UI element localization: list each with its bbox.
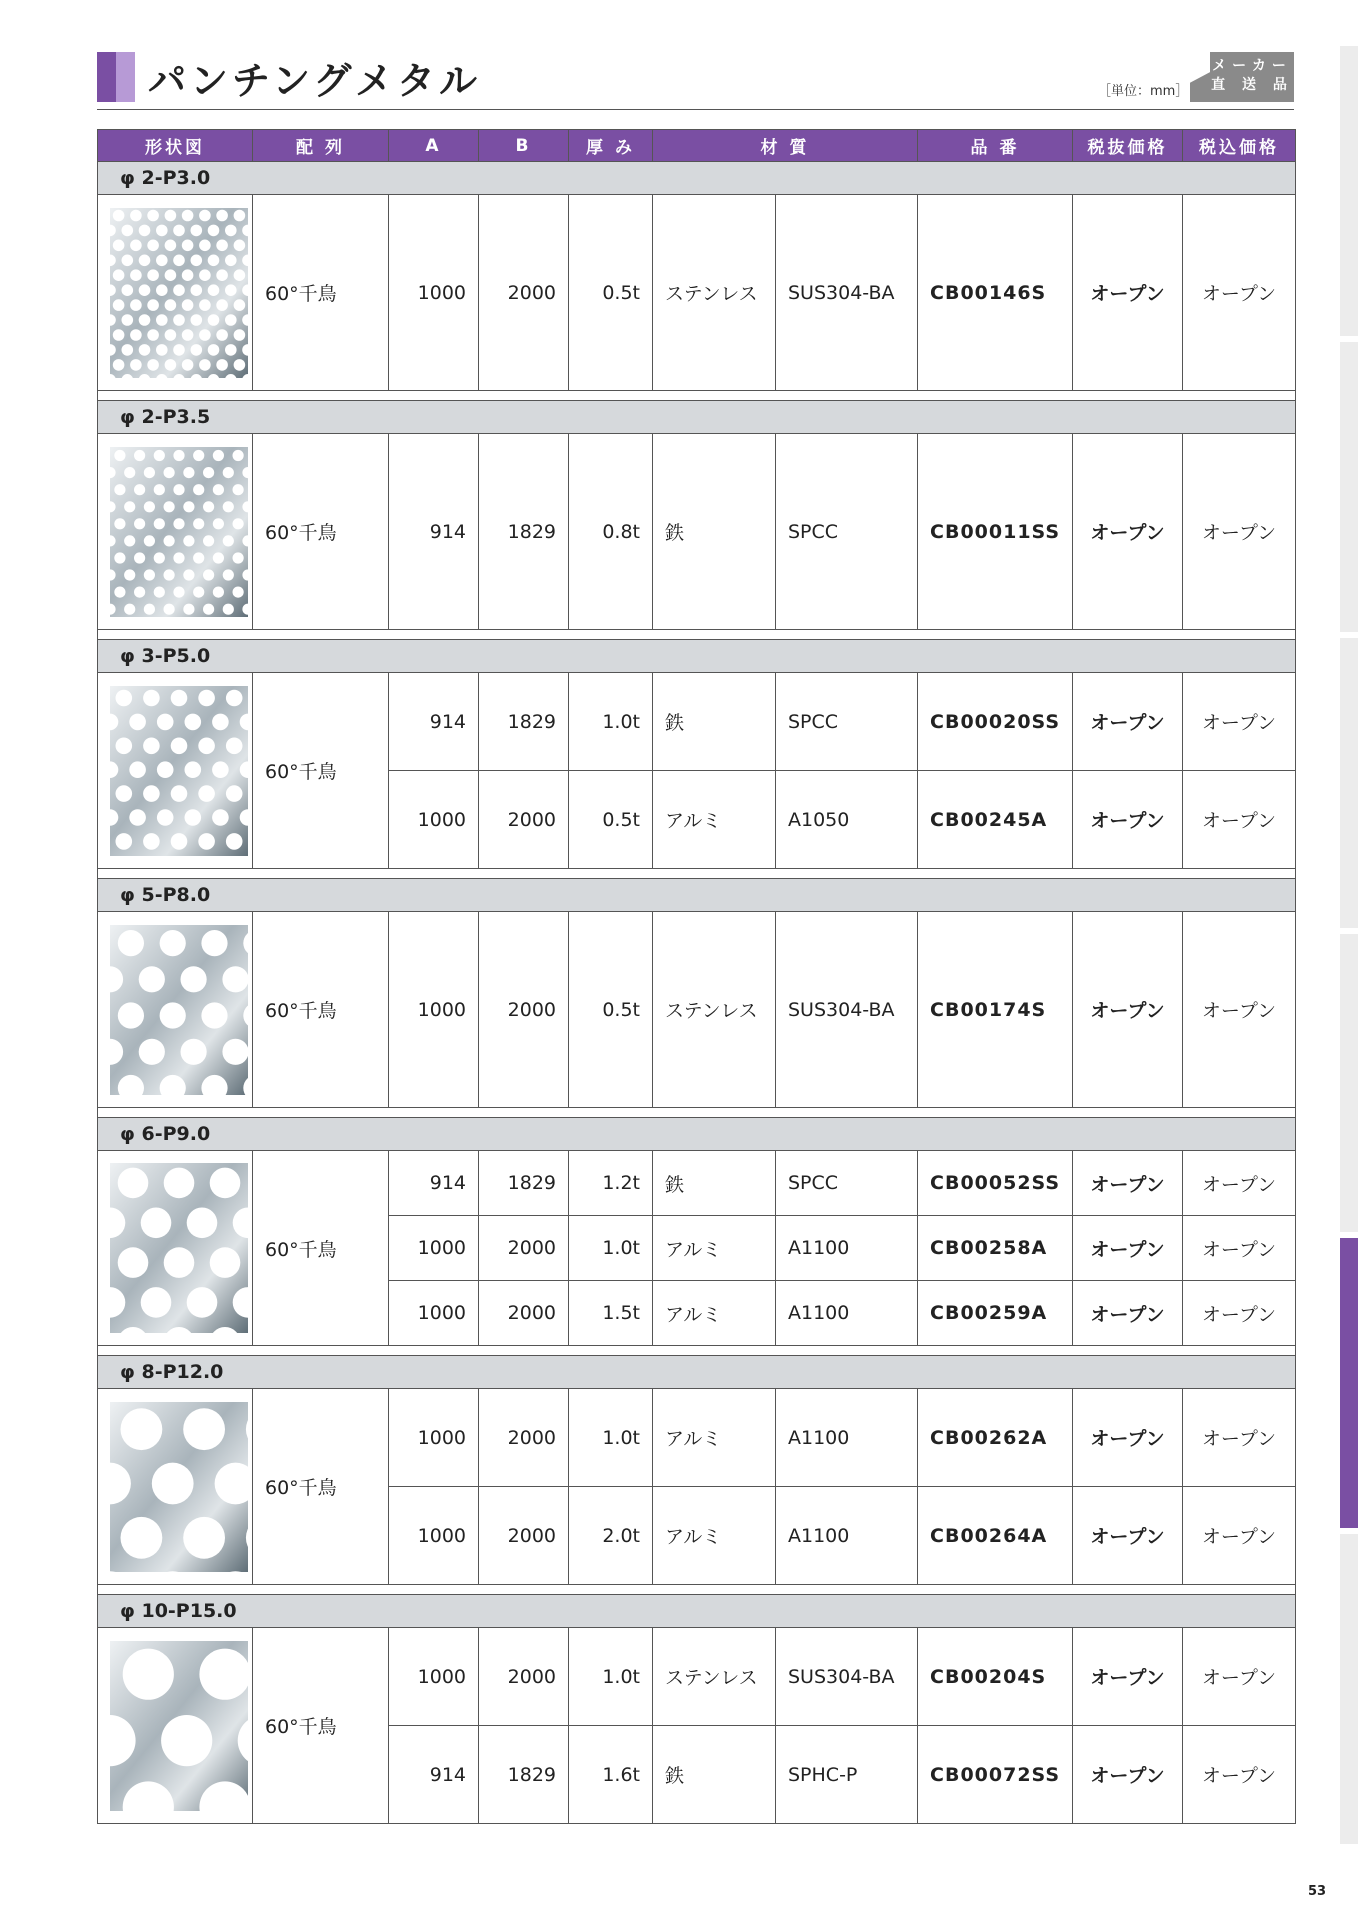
side-index-tab: [1340, 342, 1358, 632]
price-ex-tax-cell: オープン: [1073, 1216, 1183, 1281]
price-in-tax-cell: オープン: [1183, 912, 1296, 1108]
price-in-tax-cell: オープン: [1183, 1216, 1296, 1281]
dim-a-cell: 1000: [389, 1216, 479, 1281]
material-cell: 鉄: [653, 673, 776, 771]
col-header: 厚 み: [569, 130, 653, 162]
grade-cell: A1100: [776, 1216, 918, 1281]
product-code-cell: CB00011SS: [918, 434, 1073, 630]
price-in-tax-cell: オープン: [1183, 1151, 1296, 1216]
group-spacer: [98, 1346, 1296, 1356]
thickness-cell: 1.2t: [569, 1151, 653, 1216]
price-ex-tax-cell: オープン: [1073, 771, 1183, 869]
grade-cell: A1100: [776, 1487, 918, 1585]
array-cell: 60°千鳥: [253, 1628, 389, 1824]
thickness-cell: 1.5t: [569, 1281, 653, 1346]
price-ex-tax-cell: オープン: [1073, 195, 1183, 391]
dim-b-cell: 2000: [479, 771, 569, 869]
material-cell: アルミ: [653, 1216, 776, 1281]
dim-a-cell: 1000: [389, 1628, 479, 1726]
product-code-cell: CB00174S: [918, 912, 1073, 1108]
thickness-cell: 1.0t: [569, 1628, 653, 1726]
material-cell: 鉄: [653, 1151, 776, 1216]
table-row: [98, 434, 1296, 630]
group-spacer: [98, 391, 1296, 401]
spec-table: [97, 129, 1296, 1824]
thickness-cell: 0.5t: [569, 195, 653, 391]
product-code-cell: CB00146S: [918, 195, 1073, 391]
price-in-tax-cell: オープン: [1183, 1281, 1296, 1346]
maker-direct-badge: [1190, 52, 1294, 102]
array-cell: 60°千鳥: [253, 912, 389, 1108]
badge-line-1: メーカー: [1212, 58, 1292, 74]
spacer-cell: [98, 1108, 1296, 1118]
array-cell: 60°千鳥: [253, 673, 389, 869]
price-in-tax-cell: オープン: [1183, 1487, 1296, 1585]
side-index-tab: [1340, 1534, 1358, 1844]
col-header: 形状図: [98, 130, 253, 162]
group-header-row: [98, 1595, 1296, 1628]
group-title: φ 3-P5.0: [98, 640, 1296, 673]
price-ex-tax-cell: オープン: [1073, 434, 1183, 630]
dim-b-cell: 1829: [479, 673, 569, 771]
material-cell: 鉄: [653, 434, 776, 630]
grade-cell: SUS304-BA: [776, 1628, 918, 1726]
group-spacer: [98, 1585, 1296, 1595]
title-divider: [97, 109, 1294, 110]
price-ex-tax-cell: オープン: [1073, 1628, 1183, 1726]
material-cell: アルミ: [653, 1487, 776, 1585]
product-code-cell: CB00245A: [918, 771, 1073, 869]
material-cell: ステンレス: [653, 195, 776, 391]
dim-a-cell: 914: [389, 1151, 479, 1216]
thickness-cell: 1.0t: [569, 1216, 653, 1281]
dim-a-cell: 1000: [389, 195, 479, 391]
side-index-tab: [1340, 638, 1358, 928]
price-in-tax-cell: オープン: [1183, 1628, 1296, 1726]
price-ex-tax-cell: オープン: [1073, 912, 1183, 1108]
price-ex-tax-cell: オープン: [1073, 1726, 1183, 1824]
array-cell: 60°千鳥: [253, 195, 389, 391]
group-header-row: [98, 401, 1296, 434]
material-cell: ステンレス: [653, 1628, 776, 1726]
dim-a-cell: 1000: [389, 912, 479, 1108]
badge-line-2: 直 送 品: [1211, 77, 1293, 93]
product-code-cell: CB00264A: [918, 1487, 1073, 1585]
dim-a-cell: 1000: [389, 771, 479, 869]
group-spacer: [98, 1108, 1296, 1118]
price-in-tax-cell: オープン: [1183, 434, 1296, 630]
dim-a-cell: 1000: [389, 1281, 479, 1346]
side-index-tab: [1340, 934, 1358, 1232]
spacer-cell: [98, 869, 1296, 879]
dim-b-cell: 2000: [479, 912, 569, 1108]
group-header-row: [98, 640, 1296, 673]
material-cell: アルミ: [653, 771, 776, 869]
grade-cell: SPHC-P: [776, 1726, 918, 1824]
product-code-cell: CB00258A: [918, 1216, 1073, 1281]
thickness-cell: 0.8t: [569, 434, 653, 630]
page-title: パンチングメタル: [148, 59, 481, 103]
group-spacer: [98, 630, 1296, 640]
grade-cell: SUS304-BA: [776, 912, 918, 1108]
dim-a-cell: 914: [389, 434, 479, 630]
dim-b-cell: 2000: [479, 1487, 569, 1585]
grade-cell: SPCC: [776, 1151, 918, 1216]
dim-b-cell: 2000: [479, 195, 569, 391]
page-number: 53: [1308, 1884, 1327, 1899]
group-header-row: [98, 162, 1296, 195]
thickness-cell: 0.5t: [569, 771, 653, 869]
table-row: [98, 1151, 1296, 1216]
table-row: [98, 195, 1296, 391]
grade-cell: SPCC: [776, 673, 918, 771]
product-code-cell: CB00020SS: [918, 673, 1073, 771]
dim-b-cell: 2000: [479, 1216, 569, 1281]
col-header: 配 列: [253, 130, 389, 162]
perforation-pattern-image: [110, 925, 248, 1095]
table-row: [98, 1389, 1296, 1487]
grade-cell: SUS304-BA: [776, 195, 918, 391]
dim-b-cell: 1829: [479, 1726, 569, 1824]
group-title: φ 2-P3.5: [98, 401, 1296, 434]
dim-b-cell: 2000: [479, 1628, 569, 1726]
price-in-tax-cell: オープン: [1183, 771, 1296, 869]
group-title: φ 10-P15.0: [98, 1595, 1296, 1628]
product-code-cell: CB00204S: [918, 1628, 1073, 1726]
material-cell: ステンレス: [653, 912, 776, 1108]
material-cell: アルミ: [653, 1389, 776, 1487]
perforation-pattern-image: [110, 1402, 248, 1572]
material-cell: 鉄: [653, 1726, 776, 1824]
thickness-cell: 0.5t: [569, 912, 653, 1108]
array-cell: 60°千鳥: [253, 1151, 389, 1346]
col-header: 税込価格: [1183, 130, 1296, 162]
perforation-pattern-image: [110, 1163, 248, 1333]
thickness-cell: 1.0t: [569, 1389, 653, 1487]
group-title: φ 6-P9.0: [98, 1118, 1296, 1151]
shape-image-cell: [98, 1389, 253, 1585]
grade-cell: A1100: [776, 1389, 918, 1487]
array-cell: 60°千鳥: [253, 1389, 389, 1585]
shape-image-cell: [98, 434, 253, 630]
price-ex-tax-cell: オープン: [1073, 1151, 1183, 1216]
thickness-cell: 1.6t: [569, 1726, 653, 1824]
dim-a-cell: 914: [389, 673, 479, 771]
material-cell: アルミ: [653, 1281, 776, 1346]
shape-image-cell: [98, 912, 253, 1108]
perforation-pattern-image: [110, 447, 248, 617]
array-cell: 60°千鳥: [253, 434, 389, 630]
group-spacer: [98, 869, 1296, 879]
table-row: [98, 912, 1296, 1108]
group-header-row: [98, 1356, 1296, 1389]
shape-image-cell: [98, 673, 253, 869]
side-index-tab: [1340, 46, 1358, 336]
perforation-pattern-image: [110, 208, 248, 378]
col-header: 材 質: [653, 130, 918, 162]
group-title: φ 2-P3.0: [98, 162, 1296, 195]
price-ex-tax-cell: オープン: [1073, 1487, 1183, 1585]
price-in-tax-cell: オープン: [1183, 195, 1296, 391]
spacer-cell: [98, 391, 1296, 401]
title-accent-bar: [97, 52, 135, 102]
spacer-cell: [98, 1585, 1296, 1595]
perforation-pattern-image: [110, 1641, 248, 1811]
price-in-tax-cell: オープン: [1183, 673, 1296, 771]
shape-image-cell: [98, 1151, 253, 1346]
dim-b-cell: 2000: [479, 1281, 569, 1346]
group-title: φ 8-P12.0: [98, 1356, 1296, 1389]
perforation-pattern-image: [110, 686, 248, 856]
group-header-row: [98, 1118, 1296, 1151]
grade-cell: A1100: [776, 1281, 918, 1346]
product-code-cell: CB00052SS: [918, 1151, 1073, 1216]
dim-b-cell: 1829: [479, 1151, 569, 1216]
price-ex-tax-cell: オープン: [1073, 1281, 1183, 1346]
col-header: B: [479, 130, 569, 162]
shape-image-cell: [98, 195, 253, 391]
thickness-cell: 1.0t: [569, 673, 653, 771]
price-ex-tax-cell: オープン: [1073, 673, 1183, 771]
spacer-cell: [98, 1346, 1296, 1356]
side-index-tab-active: [1340, 1238, 1358, 1528]
table-row: [98, 1628, 1296, 1726]
group-header-row: [98, 879, 1296, 912]
grade-cell: A1050: [776, 771, 918, 869]
dim-a-cell: 914: [389, 1726, 479, 1824]
shape-image-cell: [98, 1628, 253, 1824]
product-code-cell: CB00072SS: [918, 1726, 1073, 1824]
price-in-tax-cell: オープン: [1183, 1389, 1296, 1487]
col-header: A: [389, 130, 479, 162]
product-code-cell: CB00259A: [918, 1281, 1073, 1346]
thickness-cell: 2.0t: [569, 1487, 653, 1585]
dim-b-cell: 1829: [479, 434, 569, 630]
price-ex-tax-cell: オープン: [1073, 1389, 1183, 1487]
col-header: 税抜価格: [1073, 130, 1183, 162]
product-code-cell: CB00262A: [918, 1389, 1073, 1487]
dim-a-cell: 1000: [389, 1389, 479, 1487]
dim-a-cell: 1000: [389, 1487, 479, 1585]
price-in-tax-cell: オープン: [1183, 1726, 1296, 1824]
table-row: [98, 673, 1296, 771]
grade-cell: SPCC: [776, 434, 918, 630]
group-title: φ 5-P8.0: [98, 879, 1296, 912]
col-header: 品 番: [918, 130, 1073, 162]
table-header: [98, 130, 1296, 162]
dim-b-cell: 2000: [479, 1389, 569, 1487]
spacer-cell: [98, 630, 1296, 640]
unit-label: ［単位：mm］: [1098, 84, 1189, 99]
